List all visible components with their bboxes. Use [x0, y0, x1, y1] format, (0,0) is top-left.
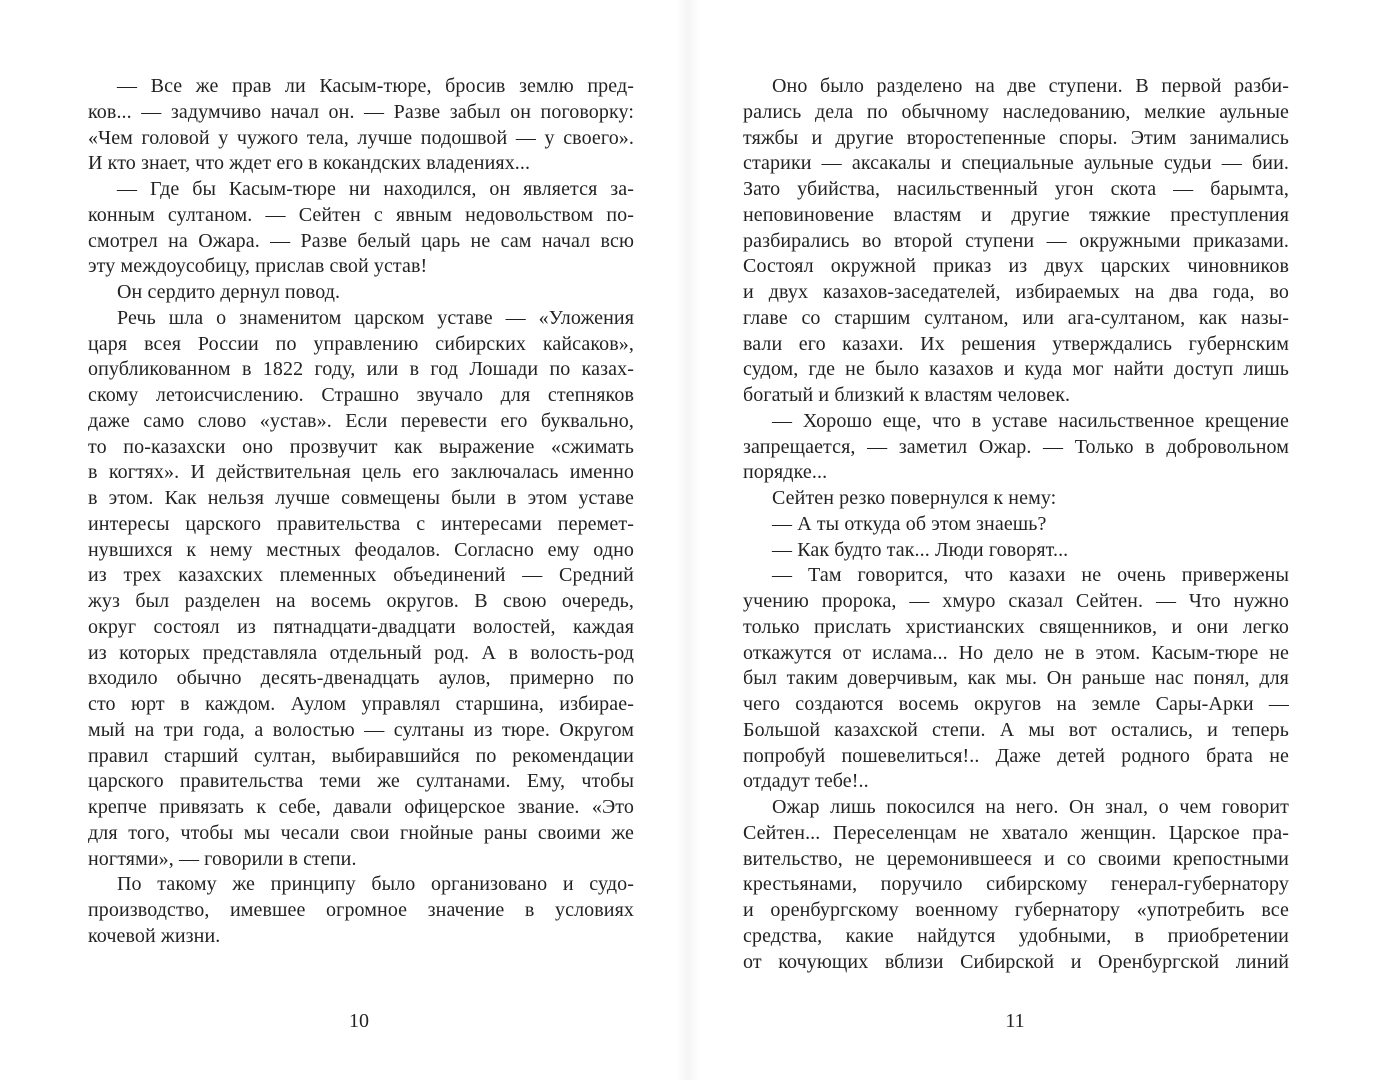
text-line: мый на три года, а волостью — султаны из тюре. Округом	[88, 718, 634, 741]
text-line: сто юрт в каждом. Аулом управлял старшина, избирае-	[88, 693, 634, 715]
text-line: интересы царского правительства с интересами перемет-	[88, 512, 634, 535]
text-line: старики — аксакалы и специальные аульные судьи — бии.	[743, 152, 1289, 175]
text-line: для того, чтобы мы чесали свои гнойные раны своими же	[88, 821, 634, 844]
text-line: из которых представляла отдельный род. А в волость-род	[88, 641, 634, 664]
text-line: откажутся от ислама... Но дело не в этом. Касым-тюре не	[743, 641, 1289, 664]
text-line: запрещается, — заметил Ожар. — Только в добровольном	[743, 435, 1289, 458]
text-line: конным султаном. — Сейтен с явным недовольством по-	[88, 203, 634, 226]
text-line: Зато убийства, насильственный угон скота — барымта,	[743, 178, 1289, 200]
text-line: царя всея России по управлению сибирских кайсаков»,	[88, 332, 634, 355]
text-line: входило обычно десять-двенадцать аулов, примерно по	[88, 667, 634, 690]
text-line: крестьянами, поручило сибирскому генерал-губернатору	[743, 873, 1289, 896]
text-line: даже само слово «устав». Если перевести его буквально,	[88, 409, 634, 432]
text-line: Сейтен... Переселенцам не хватало женщин. Царское пра-	[743, 821, 1289, 844]
text-line: неповиновение властям и другие тяжкие преступления	[743, 203, 1289, 226]
text-line: По такому же принципу было организовано и судо-	[117, 873, 634, 896]
text-line: отдадут тебе!..	[743, 770, 869, 793]
text-line: — Все же прав ли Касым-тюре, бросив землю пред-	[117, 75, 634, 97]
text-line: — Где бы Касым-тюре ни находился, он является за-	[117, 178, 634, 200]
text-line: И кто знает, что ждет его в кокандских владениях...	[88, 152, 531, 175]
text-line: смотрел на Ожара. — Разве белый царь не сам начал всю	[88, 229, 634, 252]
book-gutter	[676, 0, 700, 1080]
text-line: только прислать христианских священников, и они легко	[743, 615, 1289, 638]
text-line: из трех казахских племенных объединений — Средний	[88, 564, 634, 587]
text-line: нувшихся к нему местных феодалов. Согласно ему одно	[88, 538, 634, 561]
text-line: и оренбургскому военному губернатору «употребить все	[743, 899, 1289, 921]
text-line: Сейтен резко повернулся к нему:	[772, 487, 1057, 509]
text-line: главе со старшим султаном, или ага-султаном, как назы-	[743, 306, 1289, 329]
text-line: — А ты откуда об этом знаешь?	[772, 512, 1047, 535]
text-line: чего создаются восемь округов на земле Сары-Арки —	[743, 693, 1289, 715]
text-line: крепче привязать к себе, давали офицерское звание. «Это	[88, 796, 634, 818]
text-line: кочевой жизни.	[88, 924, 221, 947]
text-line: Ожар лишь покосился на него. Он знал, о чем говорит	[772, 796, 1289, 818]
text-line: судом, где не было казахов и куда мог найти доступ лишь	[743, 358, 1289, 381]
text-line: был таким доверчивым, как мы. Он раньше нас понял, для	[743, 667, 1289, 690]
text-line: разбирались во второй ступени — окружными приказами.	[743, 229, 1289, 252]
text-line: царского правительства теми же султанами. Ему, чтобы	[88, 770, 634, 793]
text-line: скому летоисчислению. Страшно звучало для степняков	[88, 384, 634, 406]
text-line: вали его казахи. Их решения утверждались губернским	[743, 332, 1289, 355]
text-line: рались дела по обычному наследованию, мелкие аульные	[743, 100, 1289, 123]
right-page-number: 11	[1005, 1010, 1025, 1032]
text-line: попробуй пошевелиться!.. Даже детей родного брата не	[743, 744, 1289, 767]
text-line: богатый и близкий к властям человек.	[743, 384, 1071, 406]
text-line: средства, какие найдутся удобными, в приобретении	[743, 924, 1289, 947]
left-page-number: 10	[349, 1010, 369, 1032]
right-page-text	[743, 74, 1289, 975]
text-line: учению пророка, — хмуро сказал Сейтен. — Что нужно	[743, 590, 1289, 612]
text-line: опубликованном в 1822 году, или в год Лошади по казах-	[88, 358, 634, 381]
text-line: и двух казахов-заседателей, избираемых на два года, во	[743, 281, 1289, 303]
text-line: — Как будто так... Люди говорят...	[772, 538, 1069, 561]
text-line: округ состоял из пятнадцати-двадцати волостей, каждая	[88, 615, 634, 638]
text-line: Оно было разделено на две ступени. В первой разби-	[772, 75, 1289, 97]
text-line: Он сердито дернул повод.	[117, 281, 341, 303]
text-line: тяжбы и другие второстепенные споры. Этим занимались	[743, 126, 1289, 149]
text-line: то по-казахски оно прозвучит как выражение «сжимать	[88, 435, 634, 458]
text-line: эту междоусобицу, прислав свой устав!	[88, 255, 428, 278]
text-line: Речь шла о знаменитом царском уставе — «Уложения	[117, 306, 634, 329]
text-line: вительство, не церемонившееся и со своими крепостными	[743, 847, 1289, 870]
left-page-text	[88, 74, 634, 950]
text-line: жуз был разделен на восемь округов. В свою очередь,	[88, 590, 634, 612]
text-line: производство, имевшее огромное значение в условиях	[88, 899, 634, 921]
text-line: правил старший султан, выбиравшийся по рекомендации	[88, 744, 634, 767]
text-line: в этом. Как нельзя лучше совмещены были в этом уставе	[88, 487, 634, 509]
text-line: — Хорошо еще, что в уставе насильственное крещение	[772, 409, 1289, 432]
text-line: от кочующих вблизи Сибирской и Оренбургской линий	[743, 950, 1289, 973]
text-line: порядке...	[743, 461, 828, 484]
text-line: ногтями», — говорили в степи.	[88, 847, 357, 870]
text-line: «Чем головой у чужого тела, лучше подошвой — у своего».	[88, 126, 634, 149]
text-line: в когтях». И действительная цель его заключалась именно	[88, 461, 634, 484]
text-line: — Там говорится, что казахи не очень привержены	[772, 564, 1289, 587]
text-line: Большой казахской степи. А мы вот остались, и теперь	[743, 718, 1289, 741]
text-line: Состоял окружной приказ из двух царских чиновников	[743, 255, 1289, 278]
text-line: ков... — задумчиво начал он. — Разве забыл он поговорку:	[88, 100, 634, 123]
